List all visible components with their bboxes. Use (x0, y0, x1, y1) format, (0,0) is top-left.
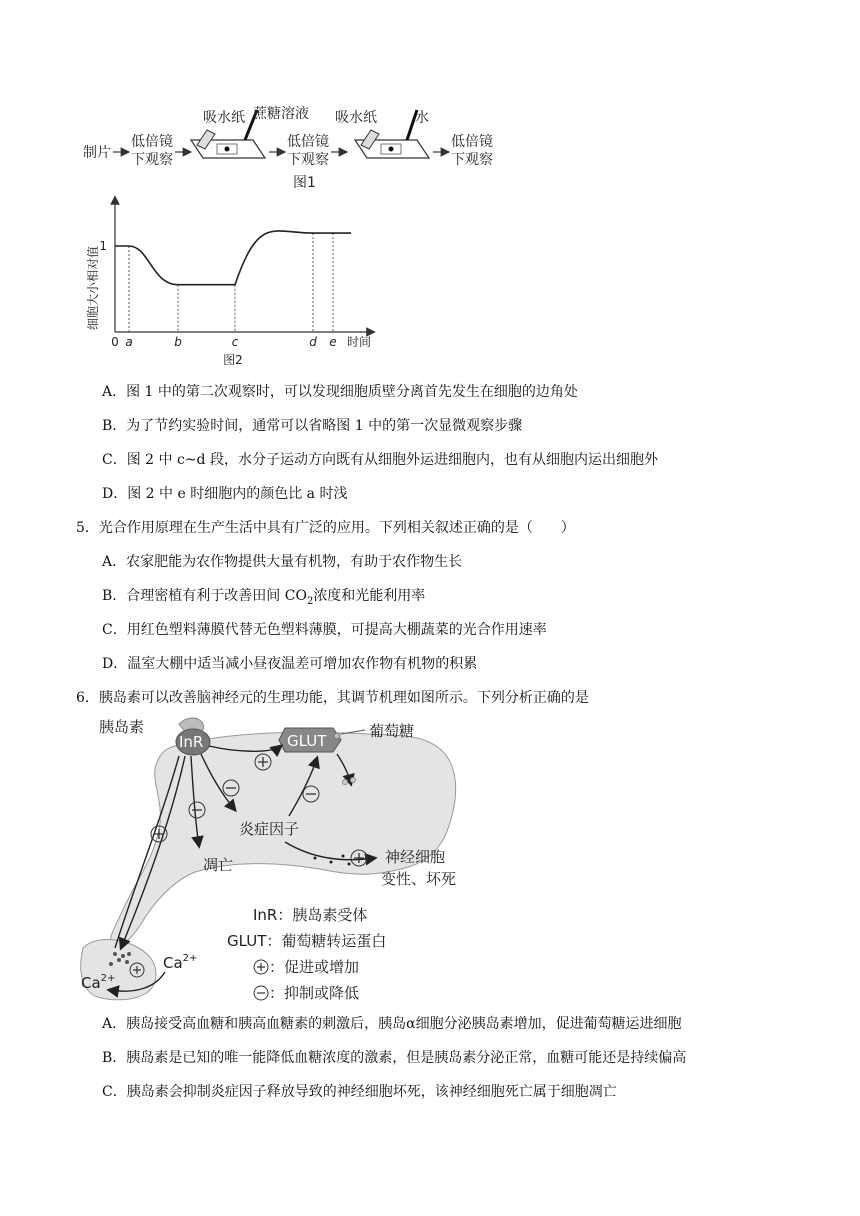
dashed-guides (129, 233, 333, 332)
q5-option-c[interactable]: C．用红色塑料薄膜代替无色塑料薄膜，可提高大棚蔬菜的光合作用速率 (102, 622, 547, 638)
legend-minus: ：抑制或降低 (269, 984, 360, 1002)
legend-inr: InR：胰岛素受体 (253, 906, 368, 924)
x-tick-d: d (309, 335, 317, 349)
q6-stem: 6．胰岛素可以改善脑神经元的生理功能，其调节机理如图所示。下列分析正确的是 (76, 690, 589, 706)
q5-stem: 5．光合作用原理在生产生活中具有广泛的应用。下列相关叙述正确的是（ ） (76, 520, 575, 536)
glucose-label: 葡萄糖 (369, 722, 415, 740)
fig1-step-obs3-line2: 下观察 (451, 152, 493, 168)
fig1-step-obs1-line1: 低倍镜 (131, 134, 173, 150)
fig1-paper-label-2: 吸水纸 (335, 110, 377, 126)
q5-option-b-pre: B．合理密植有利于改善田间 CO (102, 588, 307, 604)
q4-option-d[interactable]: D．图 2 中 e 时细胞内的颜色比 a 时浅 (102, 486, 348, 502)
q5-option-d[interactable]: D．温室大棚中适当减小昼夜温差可增加农作物有机物的积累 (102, 656, 478, 672)
q5-option-a[interactable]: A．农家肥能为农作物提供大量有机物，有助于农作物生长 (102, 554, 463, 570)
figure-2-chart (75, 192, 385, 370)
q4-option-a[interactable]: A．图 1 中的第二次观察时，可以发现细胞质壁分离首先发生在细胞的边角处 (102, 384, 578, 400)
y-axis-label: 细胞大小相对值 (86, 245, 100, 331)
fig1-caption: 图1 (293, 175, 316, 191)
ca-outside-charge: 2+ (182, 953, 198, 964)
x-tick-c: c (231, 335, 239, 349)
ca-inside-charge: 2+ (100, 973, 116, 984)
fig1-solution-label: 蔗糖溶液 (253, 106, 309, 122)
figure-3-insulin-mechanism (75, 710, 495, 1008)
ca-inside-text: Ca (81, 974, 101, 992)
x-tick-b: b (174, 335, 182, 349)
origin-label: 0 (111, 335, 119, 349)
inr-label: InR (179, 733, 204, 751)
glut-label: GLUT (287, 732, 327, 750)
q4-option-c[interactable]: C．图 2 中 c~d 段，水分子运动方向既有从细胞外运进细胞内，也有从细胞内运出细胞外 (102, 452, 658, 468)
ca-outside-text: Ca (163, 954, 183, 972)
fig1-water-label: 水 (415, 110, 429, 126)
ca-outside-label (163, 953, 197, 972)
y-tick-label: 1 (99, 239, 107, 253)
x-tick-e: e (329, 335, 337, 349)
q6-option-c[interactable]: C．胰岛素会抑制炎症因子释放导致的神经细胞坏死，该神经细胞死亡属于细胞凋亡 (102, 1084, 617, 1100)
q6-option-a[interactable]: A．胰岛接受高血糖和胰高血糖素的刺激后，胰岛α细胞分泌胰岛素增加，促进葡萄糖运进细胞 (102, 1016, 682, 1032)
fig1-paper-label-1: 吸水纸 (203, 110, 245, 126)
insulin-label: 胰岛素 (99, 718, 145, 736)
q6-option-b[interactable]: B．胰岛素是已知的唯一能降低血糖浓度的激素，但是胰岛素分泌正常，血糖可能还是持续偏高 (102, 1050, 687, 1066)
legend-plus: ：促进或增加 (269, 958, 360, 976)
q5-option-b-post: 浓度和光能利用率 (313, 588, 426, 604)
neuron-label-line1: 神经细胞 (385, 848, 446, 866)
x-tick-a: a (125, 335, 133, 349)
neuron-label-line2: 变性、坏死 (381, 870, 457, 888)
q5-option-b[interactable] (102, 586, 425, 612)
fig1-step-obs3-line1: 低倍镜 (451, 134, 493, 150)
x-axis-label: 时间 (347, 335, 372, 349)
x-tick-labels (125, 335, 336, 349)
fig1-step-obs1-line2: 下观察 (131, 152, 173, 168)
glucose-dot (334, 733, 340, 739)
fig1-step-obs2-line1: 低倍镜 (287, 134, 329, 150)
apoptosis-label: 凋亡 (203, 856, 234, 874)
figure-2-caption: 图2 (223, 353, 243, 367)
q5-option-b-sub: 2 (306, 595, 314, 607)
inflammation-label: 炎症因子 (239, 820, 300, 838)
figure-1 (75, 100, 505, 195)
fig1-step-make: 制片 (83, 145, 111, 161)
legend-glut: GLUT：葡萄糖转运蛋白 (227, 932, 387, 950)
fig1-step-obs2-line2: 下观察 (287, 152, 329, 168)
q4-option-b[interactable]: B．为了节约实验时间，通常可以省略图 1 中的第一次显微观察步骤 (102, 418, 523, 434)
cell-size-curve (115, 231, 351, 285)
